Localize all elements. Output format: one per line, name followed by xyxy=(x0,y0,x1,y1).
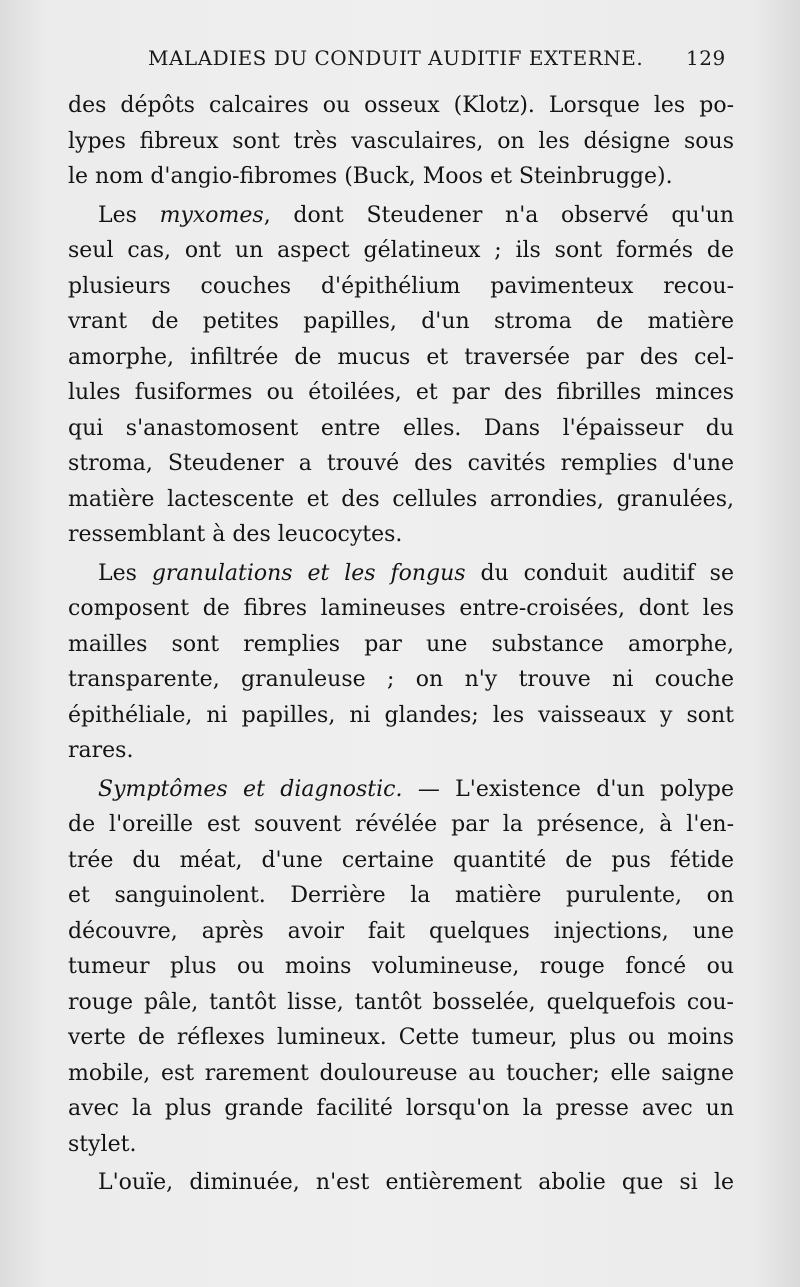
text-line: plusieurs couches d'épithélium pavimenteux recou- xyxy=(68,273,734,299)
text-line: des dépôts calcaires ou osseux (Klotz). Lorsque les po- xyxy=(68,93,734,118)
text-run: du conduit auditif se xyxy=(465,560,734,586)
text-run: Les xyxy=(98,202,160,228)
text-line: épithéliale, ni papilles, ni glandes; les vaisseaux y sont xyxy=(68,702,734,728)
text-line: transparente, granuleuse ; on n'y trouve ni couche xyxy=(68,667,734,692)
text-line: le nom d'angio-fibromes (Buck, Moos et Steinbrugge). xyxy=(68,164,673,189)
text-line: amorphe, infiltrée de mucus et traversée par des cel- xyxy=(68,344,734,370)
text-line: découvre, après avoir fait quelques injections, une xyxy=(68,918,734,944)
text-line: matière lactescente et des cellules arrondies, granulées, xyxy=(68,486,734,512)
text-line: stylet. xyxy=(68,1131,137,1157)
paragraph-first-line xyxy=(68,556,734,592)
text-line: lules fusiformes ou étoilées, et par des fibrilles minces xyxy=(68,380,734,405)
text-line: et sanguinolent. Derrière la matière purulente, on xyxy=(68,883,734,908)
page-header xyxy=(0,46,800,76)
text-line: rouge pâle, tantôt lisse, tantôt bosselée, quelquefois cou- xyxy=(68,989,734,1015)
text-line: trée du méat, d'une certaine quantité de pus fétide xyxy=(68,847,734,873)
text-line: qui s'anastomosent entre elles. Dans l'épaisseur du xyxy=(68,415,734,441)
text-line: vrant de petites papilles, d'un stroma de matière xyxy=(68,309,734,334)
text-run: Les xyxy=(98,560,152,586)
text-line: de l'oreille est souvent révélée par la présence, à l'en- xyxy=(68,812,734,837)
page-number: 129 xyxy=(686,46,726,70)
text-line: mailles sont remplies par une substance amorphe, xyxy=(68,631,734,657)
text-run: — L'existence d'un polype xyxy=(402,776,734,802)
text-line: verte de réflexes lumineux. Cette tumeur, plus ou moins xyxy=(68,1025,734,1050)
section-heading: Symptômes et diagnostic. xyxy=(98,776,403,802)
text-line: lypes fibreux sont très vasculaires, on les désigne sous xyxy=(68,128,734,154)
text-line: mobile, est rarement douloureuse au toucher; elle saigne xyxy=(68,1060,734,1086)
paragraph-first-line xyxy=(68,198,734,234)
text-line: stroma, Steudener a trouvé des cavités remplies d'une xyxy=(68,451,734,476)
text-line: seul cas, ont un aspect gélatineux ; ils sont formés de xyxy=(68,238,734,263)
text-line: tumeur plus ou moins volumineuse, rouge foncé ou xyxy=(68,954,734,979)
running-title: MALADIES DU CONDUIT AUDITIF EXTERNE. xyxy=(148,46,644,70)
text-run: , dont Steudener n'a observé qu'un xyxy=(263,202,734,228)
text-line: ressemblant à des leucocytes. xyxy=(68,522,403,547)
text-line: rares. xyxy=(68,738,134,763)
italic-term: myxomes xyxy=(159,202,264,228)
paragraph-first-line: L'ouïe, diminuée, n'est entièrement abolie que si le xyxy=(98,1170,734,1195)
paragraph-first-line xyxy=(68,772,734,808)
body-text xyxy=(68,88,734,1201)
text-line: avec la plus grande facilité lorsqu'on la presse avec un xyxy=(68,1096,734,1121)
italic-term: granulations et les fongus xyxy=(151,560,466,586)
text-line: composent de fibres lamineuses entre-croisées, dont les xyxy=(68,596,734,621)
